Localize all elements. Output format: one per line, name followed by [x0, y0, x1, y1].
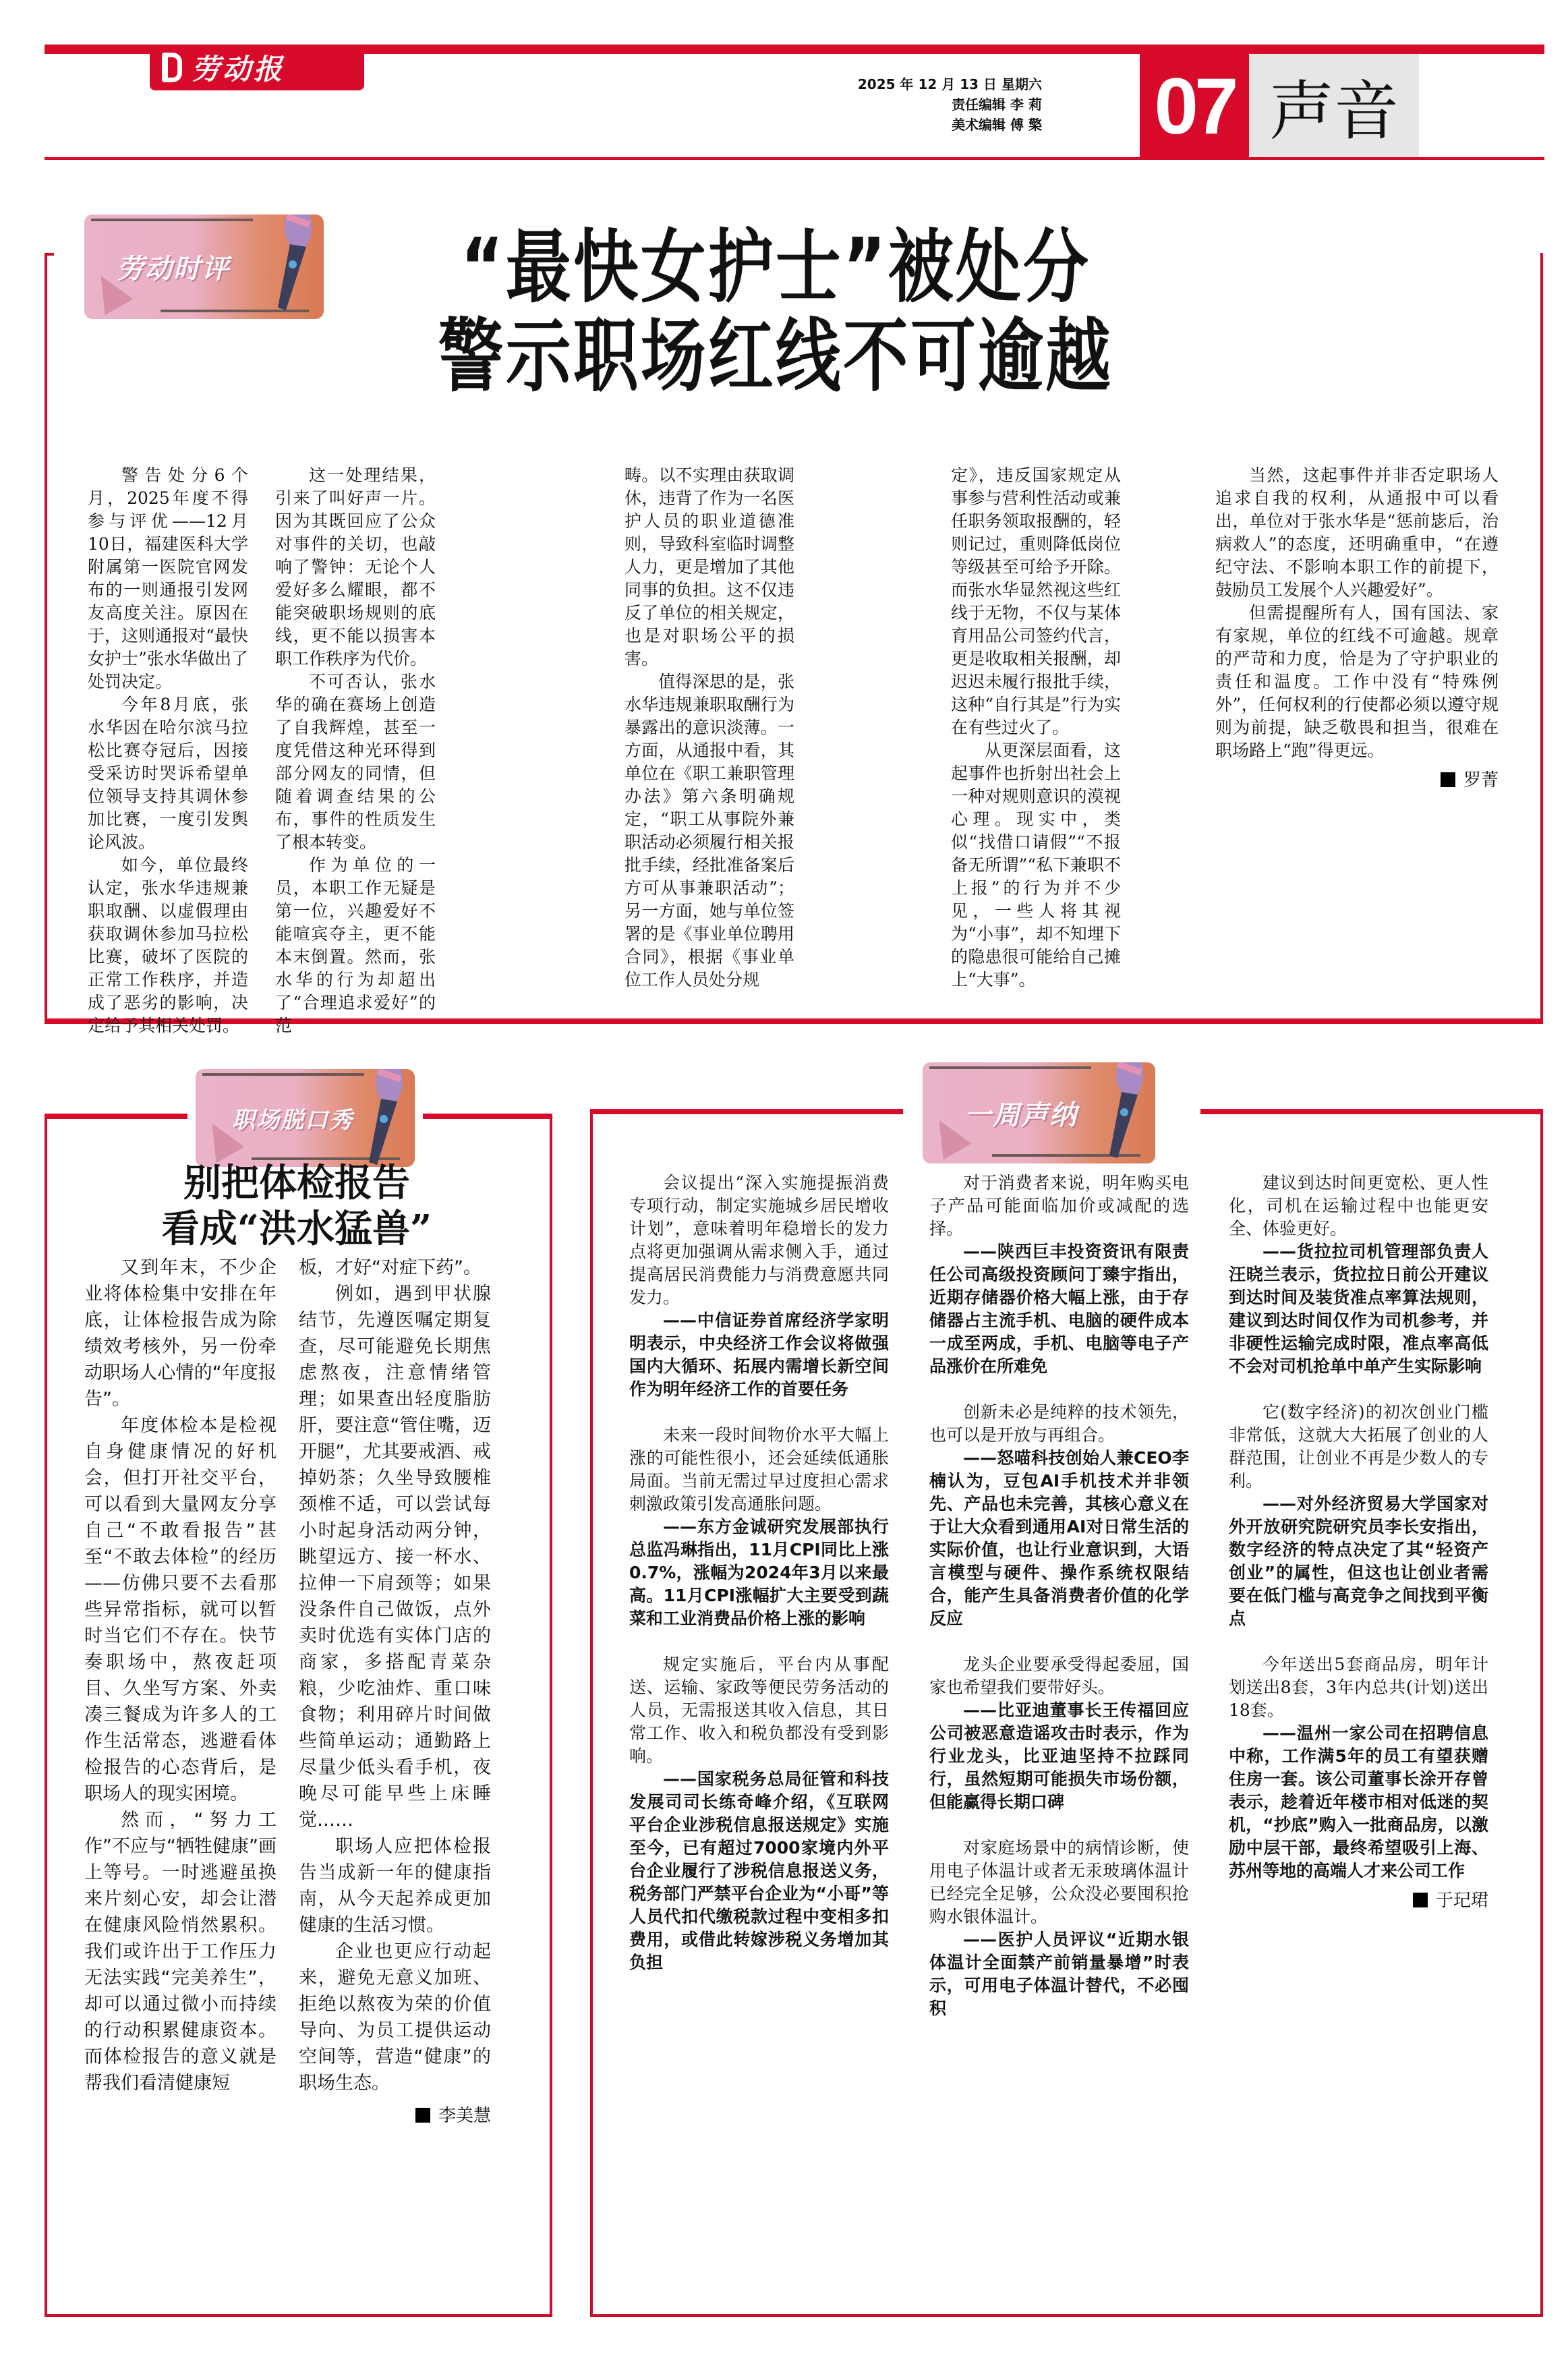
art-editor: 美术编辑 傅 檠: [952, 117, 1042, 133]
column-badge-workplace-talkshow: [196, 1069, 415, 1167]
column-badge-weekly-sonar: [923, 1062, 1155, 1163]
paragraph: 从更深层面看，这起事件也折射出社会上一种对规则意识的漠视心理。现实中，类似“找借口请假”“不报备无所谓”“私下兼职不上报”的行为并不少见，一些人将其视为“小事”，却不知埋下的隐患很可能给自己摊上“大事”。: [951, 741, 1121, 989]
byline-square-icon: [1413, 1893, 1428, 1907]
quote-source: ——中信证券首席经济学家明明表示，中央经济工作会议将做强国内大循环、拓展内需增长新空间作为明年经济工作的首要任务: [629, 1311, 889, 1399]
paragraph: 例如，遇到甲状腺结节，先遵医嘱定期复查，尽可能避免长期焦虑熬夜，注意情绪管理；如果查出轻度脂肪肝，要注意“管住嘴，迈开腿”，尤其要戒酒、戒掉奶茶；久坐导致腰椎颈椎不适，可以尝试每小时起身活动两分钟，眺望远方、接一杯水、拉伸一下肩颈等；如果没条件自己做饭，点外卖时优选有实体门店的商家，多搭配青菜杂粮，少吃油炸、重口味食物；利用碎片时间做些简单运动；通勤路上尽量少低头看手机，夜晚尽可能早些上床睡觉……: [299, 1284, 491, 1831]
paragraph: 年度体检本是检视自身健康情况的好机会，但打开社交平台，可以看到大量网友分享自己“不敢看报告”甚至“不敢去体检”的经历——仿佛只要不去看那些异常指标，就可以暂时当它们不存在。快节奏职场中，熬夜赶项目、久坐写方案、外卖凑三餐成为许多人的工作生活常态，逃避看体检报告的心态背后，是职场人的现实困境。: [84, 1415, 277, 1804]
paragraph: 定》，违反国家规定从事参与营利性活动或兼任职务领取报酬的，轻则记过，重则降低岗位等级甚至可给予开除。而张水华显然视这些红线于无物，不仅与某体育用品公司签约代言，更是收取相关报酬，却迟迟未履行报批手续，这种“自行其是”行为实在有些过火了。: [951, 465, 1121, 737]
lead-column-2: [275, 464, 436, 1037]
paragraph: 警告处分6个月，2025年度不得参与评优——12月10日，福建医科大学附属第一医院官网发布的一则通报引发网友高度关注。原因在于，这则通报对“最快女护士”张水华做出了处罚决定。: [88, 465, 248, 691]
frame-corner: [45, 253, 54, 256]
badge-label: 职场脱口秀: [232, 1107, 353, 1134]
quote-item: [1229, 1401, 1488, 1630]
weekly-column-1: [629, 1172, 889, 1974]
quote-item: [629, 1653, 889, 1974]
headline-line-1: “最快女护士”被处分: [460, 221, 1091, 314]
badge-decor-line: [929, 1066, 1091, 1069]
quote-source: ——国家税务总局征管和科技发展司司长练奇峰介绍，《互联网平台企业涉税信息报送规定》实施至今，已有超过7000家境内外平台企业履行了涉税信息报送义务，税务部门严禁平台企业为“小哥”等人员代扣代缴税款过程中变相多扣费用，或借此转嫁涉税义务增加其负担: [629, 1769, 889, 1972]
talk-column-1: [84, 1255, 277, 2096]
quote-text: 未来一段时间物价水平大幅上涨的可能性很小，还会延续低通胀局面。当前无需过早过度担心需求刺激政策引发高通胀问题。: [629, 1425, 889, 1514]
badge-label: 一周声纳: [964, 1099, 1078, 1131]
byline-author: 于玘珺: [1435, 1891, 1488, 1911]
byline: [299, 2103, 491, 2129]
paragraph: 值得深思的是，张水华违规兼职取酬行为暴露出的意识淡薄。一方面，从通报中看，其单位在《职工兼职管理办法》第六条明确规定，“职工从事院外兼职活动必须履行相关报批手续，经批准备案后方可从事兼职活动”；另一方面，她与单位签署的是《事业单位聘用合同》，根据《事业单位工作人员处分规: [625, 672, 794, 989]
paragraph: 今年8月底，张水华因在哈尔滨马拉松比赛夺冠后，因接受采访时哭诉希望单位领导支持其调休参加比赛，一度引发舆论风波。: [88, 695, 248, 852]
quote-text: 创新未必是纯粹的技术领先，也可以是开放与再组合。: [929, 1402, 1189, 1445]
byline: [1229, 1889, 1488, 1912]
masthead-bottom-rule: [45, 157, 1544, 160]
paragraph: 作为单位的一员，本职工作无疑是第一位，兴趣爱好不能喧宾夺主，更不能本末倒置。然而，张水华的行为却超出了“合理追求爱好”的范: [275, 855, 436, 1035]
byline-square-icon: [415, 2108, 430, 2123]
byline-square-icon: [1441, 772, 1455, 787]
frame-top-rule: [423, 1114, 552, 1119]
quote-source: ——货拉拉司机管理部负责人汪晓兰表示，货拉拉日前公开建议到达时间及装货准点率算法规则，建议到达时间仅作为司机参考，并非硬性运输完成时限，准点率高低不会对司机抢单中单产生实际影响: [1229, 1242, 1488, 1376]
quote-item: [629, 1172, 889, 1401]
lead-column-3: [625, 464, 794, 992]
microphone-icon: [271, 214, 314, 317]
lead-column-1: [88, 464, 248, 1037]
issue-meta: [858, 74, 1042, 135]
frame-top-rule: [1200, 1109, 1543, 1114]
quote-source: ——东方金诚研究发展部执行总监冯琳指出，11月CPI同比上涨0.7%，涨幅为2024年3月以来最高。11月CPI涨幅扩大主要受到蔬菜和工业消费品价格上涨的影响: [629, 1517, 889, 1628]
paragraph: 然而，“努力工作”不应与“牺牲健康”画上等号。一时逃避虽换来片刻心安，却会让潜在健康风险悄然累积。我们或许出于工作压力无法实践“完美养生”，却可以通过微小而持续的行动积累健康资本。而体检报告的意义就是帮我们看清健康短: [84, 1810, 277, 2094]
quote-source: ——医护人员评议“近期水银体温计全面禁产前销量暴增”时表示，可用电子体温计替代，不必囤积: [929, 1930, 1189, 2018]
quote-item: [1229, 1653, 1488, 1883]
talk-headline: [81, 1160, 513, 1252]
paragraph: 板，才好“对症下药”。: [299, 1257, 482, 1278]
lead-column-5: [1215, 464, 1499, 792]
quote-text: 对家庭场景中的病情诊断，使用电子体温计或者无汞玻璃体温计已经完全足够，公众没必要囤积抢购水银体温计。: [929, 1838, 1189, 1926]
column-badge-labor-commentary: [84, 214, 324, 319]
frame-top-rule: [45, 1114, 187, 1119]
badge-label: 劳动时评: [117, 254, 230, 285]
byline-author: 罗菁: [1463, 770, 1499, 791]
quote-item: [929, 1401, 1189, 1630]
quote-item: [929, 1837, 1189, 2020]
quote-item: [1229, 1172, 1488, 1378]
quote-item: [929, 1653, 1189, 1814]
quote-text: 它(数字经济)的初次创业门槛非常低，这就大大拓展了创业的人群范围，让创业不再是少数人的专利。: [1229, 1402, 1488, 1491]
quote-text: 会议提出“深入实施提振消费专项行动，制定实施城乡居民增收计划”，意味着明年稳增长的发力点将更加强调从需求侧入手，通过提高居民消费能力与消费意愿共同发力。: [629, 1173, 889, 1307]
quote-source: ——温州一家公司在招聘信息中称，工作满5年的员工有望获赠住房一套。该公司董事长涂开存曾表示，趁着近年楼市相对低迷的契机，“抄底”购入一批商品房，以激励中层干部，最终希望吸引上海、苏州等地的高端人才来公司工作: [1229, 1723, 1488, 1880]
paragraph: 职场人应把体检报告当成新一年的健康指南，从今天起养成更加健康的生活习惯。: [299, 1836, 491, 1936]
quote-source: ——陕西巨丰投资资讯有限责任公司高级投资顾问丁臻宇指出，近期存储器价格大幅上涨，由于存储器占主流手机、电脑的硬件成本一成至两成，手机、电脑等电子产品涨价在所难免: [929, 1242, 1189, 1376]
headline-line-1: 别把体检报告: [183, 1161, 410, 1205]
quote-text: 对于消费者来说，明年购买电子产品可能面临加价或减配的选择。: [929, 1173, 1189, 1238]
byline-author: 李美慧: [438, 2106, 491, 2126]
page-number: 07: [1140, 54, 1249, 159]
issue-date: 2025 年 12 月 13 日 星期六: [857, 76, 1042, 92]
quote-source: ——怒喵科技创始人兼CEO李楠认为，豆包AI手机技术并非领先、产品也未完善，其核心意义在于让大众看到通用AI对日常生活的实际价值，也让行业意识到，大语言模型与硬件、操作系统权限结合，能产生具备消费者价值的化学反应: [929, 1448, 1189, 1628]
frame-top-rule: [590, 1109, 903, 1114]
microphone-icon: [362, 1069, 405, 1167]
responsible-editor: 责任编辑 李 莉: [952, 96, 1042, 113]
quote-text: 建议到达时间更宽松、更人性化，司机在运输过程中也能更安全、体验更好。: [1229, 1173, 1488, 1238]
byline: [1215, 769, 1499, 792]
weekly-column-2: [929, 1172, 1189, 2020]
lead-column-4: [951, 464, 1121, 992]
microphone-icon: [1103, 1062, 1146, 1163]
headline-line-2: 看成“洪水猛兽”: [161, 1207, 432, 1251]
logo-mark-icon: [162, 53, 182, 82]
lead-headline: [361, 223, 1190, 401]
quote-source: ——比亚迪董事长王传福回应公司被恶意造谣攻击时表示，作为行业龙头，比亚迪坚持不拉踩同行，虽然短期可能损失市场份额，但能赢得长期口碑: [929, 1700, 1189, 1812]
quote-source: ——对外经济贸易大学国家对外开放研究院研究员李长安指出，数字经济的特点决定了其“轻资产创业”的属性，但这也让创业者需要在低门槛与高竞争之间找到平衡点: [1229, 1494, 1488, 1628]
badge-decor-line: [202, 1073, 364, 1076]
quote-text: 今年送出5套商品房，明年计划送出8套，3年内总共(计划)送出18套。: [1229, 1655, 1488, 1720]
paragraph: 畴。以不实理由获取调休，违背了作为一名医护人员的职业道德准则，导致科室临时调整人力，更是增加了其他同事的负担。这不仅违反了单位的相关规定，也是对职场公平的损害。: [625, 465, 794, 668]
quote-item: [629, 1424, 889, 1630]
quote-text: 龙头企业要承受得起委屈，国家也希望我们要带好头。: [929, 1655, 1189, 1697]
section-name: 声音: [1249, 54, 1419, 159]
badge-decor-line: [91, 219, 253, 221]
paragraph: 不可否认，张水华的确在赛场上创造了自我辉煌，甚至一度凭借这种光环得到部分网友的同情，但随着调查结果的公布，事件的性质发生了根本转变。: [275, 672, 436, 852]
quote-text: 规定实施后，平台内从事配送、运输、家政等便民劳务活动的人员，无需报送其收入信息，其日常工作、收入和税负都没有受到影响。: [629, 1655, 889, 1766]
logo-text: 劳动报: [192, 53, 285, 86]
quote-item: [929, 1172, 1189, 1378]
talk-column-2: [299, 1255, 491, 2129]
paragraph: 如今，单位最终认定，张水华违规兼职取酬、以虚假理由获取调休参加马拉松比赛，破坏了医院的正常工作秩序，并造成了恶劣的影响，决定给予其相关处罚。: [88, 855, 248, 1035]
paragraph: 但需提醒所有人，国有国法、家有家规，单位的红线不可逾越。规章的严苛和力度，恰是为了守护职业的责任和温度。工作中没有“特殊例外”，任何权利的行使都必须以遵守规则为前提，缺乏敬畏和担当，很难在职场路上“跑”得更远。: [1215, 603, 1499, 760]
paragraph: 企业也更应行动起来，避免无意义加班、拒绝以熬夜为荣的价值导向、为员工提供运动空间等，营造“健康”的职场生态。: [299, 1941, 491, 2094]
paragraph: 当然，这起事件并非否定职场人追求自我的权利，从通报中可以看出，单位对于张水华是“惩前毖后，治病救人”的态度，还明确重申，“在遵纪守法、不影响本职工作的前提下，鼓励员工发展个人兴趣爱好”。: [1215, 465, 1499, 600]
headline-line-2: 警示职场红线不可逾越: [438, 310, 1113, 403]
paragraph: 这一处理结果，引来了叫好声一片。因为其既回应了公众对事件的关切，也敲响了警钟：无论个人爱好多么耀眼，都不能突破职场规则的底线，更不能以损害本职工作秩序为代价。: [275, 465, 436, 668]
paragraph: 又到年末，不少企业将体检集中安排在年底，让体检报告成为除绩效考核外，另一份牵动职场人心情的“年度报告”。: [84, 1257, 277, 1410]
newspaper-logo[interactable]: [150, 45, 364, 90]
weekly-column-3: [1229, 1172, 1488, 1912]
